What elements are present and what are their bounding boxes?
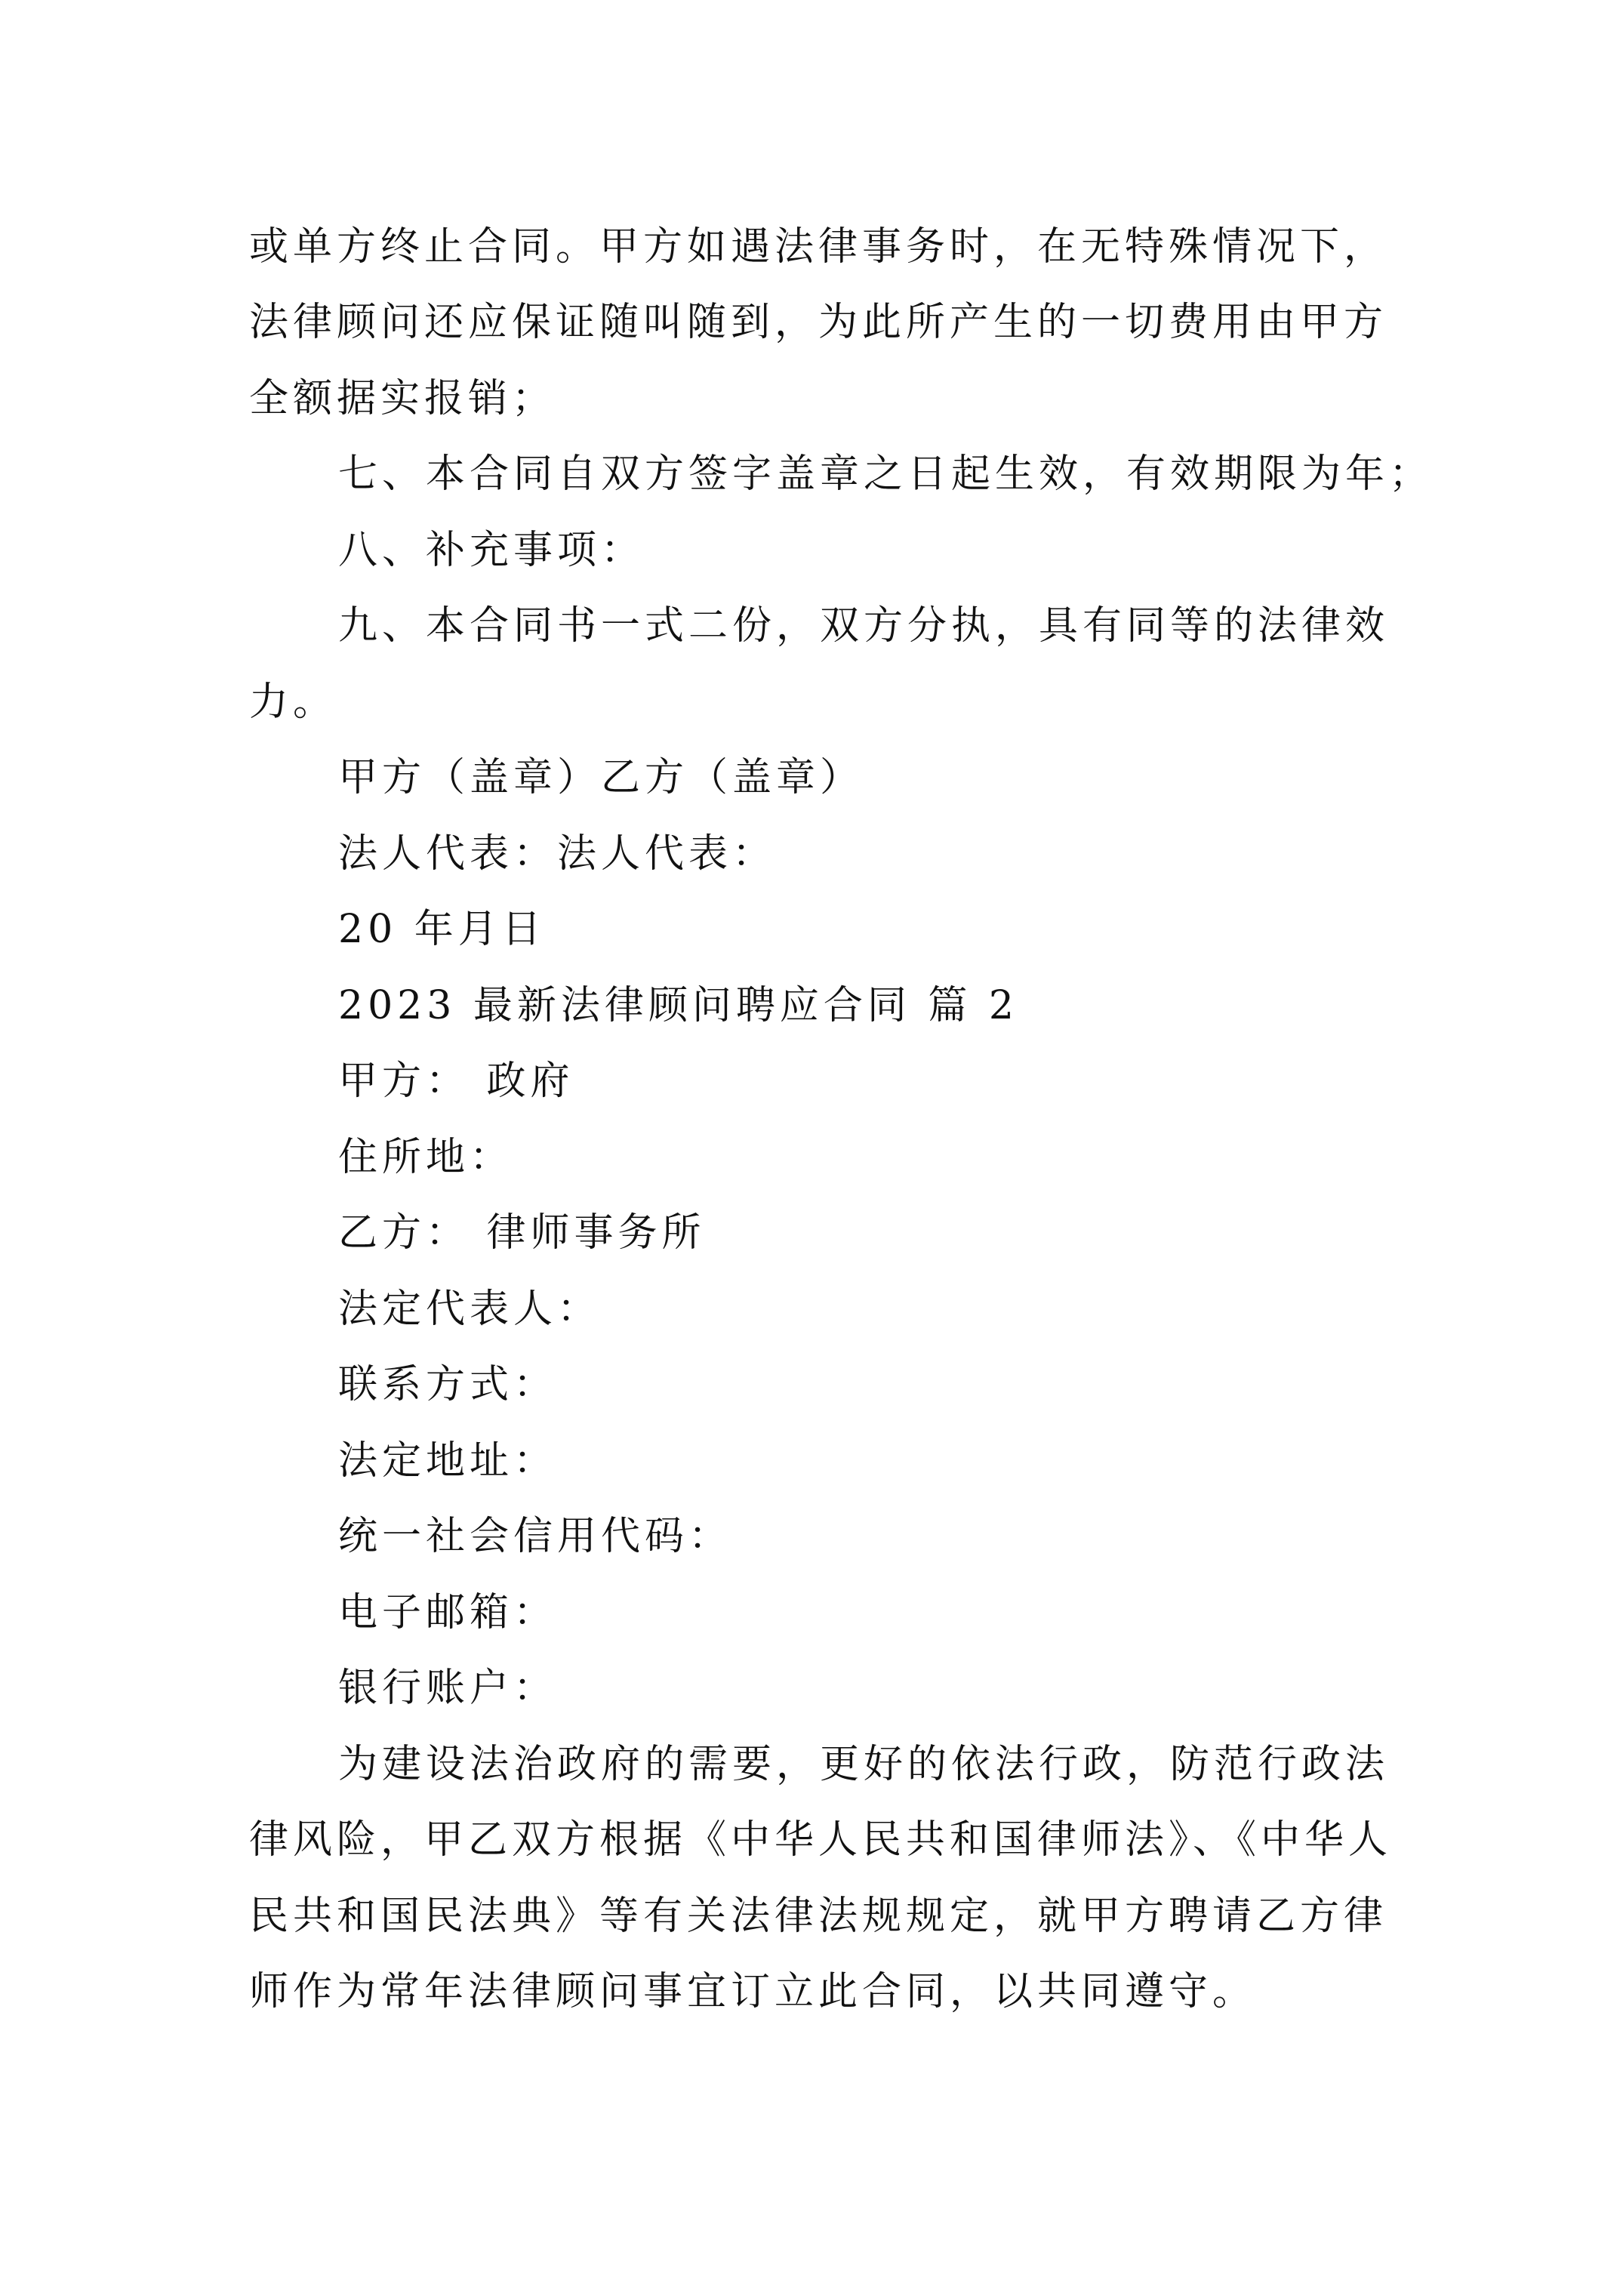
- legal-representative-line: 法人代表：法人代表：: [338, 831, 777, 877]
- email-field: 电子邮箱：: [338, 1590, 558, 1635]
- party-b-line: 乙方： 律师事务所: [338, 1210, 706, 1256]
- section-heading: 2023 最新法律顾问聘应合同 篇 2: [338, 983, 1019, 1028]
- preamble-line: 师作为常年法律顾问事宜订立此合同，以共同遵守。: [249, 1969, 1257, 2014]
- preamble-line: 律风险，甲乙双方根据《中华人民共和国律师法》、《中华人: [249, 1817, 1393, 1863]
- address-line: 住所地：: [338, 1135, 514, 1180]
- paragraph-line: 或单方终止合同。甲方如遇法律事务时，在无特殊情况下，: [249, 224, 1388, 270]
- party-a-line: 甲方： 政府: [338, 1059, 574, 1104]
- paragraph-line: 力。: [249, 680, 337, 725]
- date-line: 20 年月日: [338, 907, 546, 952]
- preamble-line: 民共和国民法典》等有关法律法规规定，就甲方聘请乙方律: [249, 1894, 1388, 1939]
- legal-representative-field: 法定代表人：: [338, 1287, 602, 1332]
- legal-address-field: 法定地址：: [338, 1438, 558, 1484]
- clause-8: 八、补充事项：: [338, 528, 645, 573]
- bank-account-field: 银行账户：: [338, 1666, 558, 1711]
- credit-code-field: 统一社会信用代码：: [338, 1514, 733, 1559]
- contact-field: 联系方式：: [338, 1362, 558, 1407]
- clause-9: 九、本合同书一式二份，双方分执，具有同等的法律效: [338, 603, 1390, 649]
- paragraph-line: 法律顾问还应保证随叫随到，为此所产生的一切费用由甲方: [249, 300, 1388, 345]
- preamble-line: 为建设法治政府的需要，更好的依法行政，防范行政法: [338, 1742, 1390, 1787]
- paragraph-line: 全额据实报销；: [249, 376, 556, 421]
- signature-seal-line: 甲方（盖章）乙方（盖章）: [338, 755, 864, 800]
- clause-7: 七、本合同自双方签字盖章之日起生效，有效期限为年；: [338, 451, 1434, 497]
